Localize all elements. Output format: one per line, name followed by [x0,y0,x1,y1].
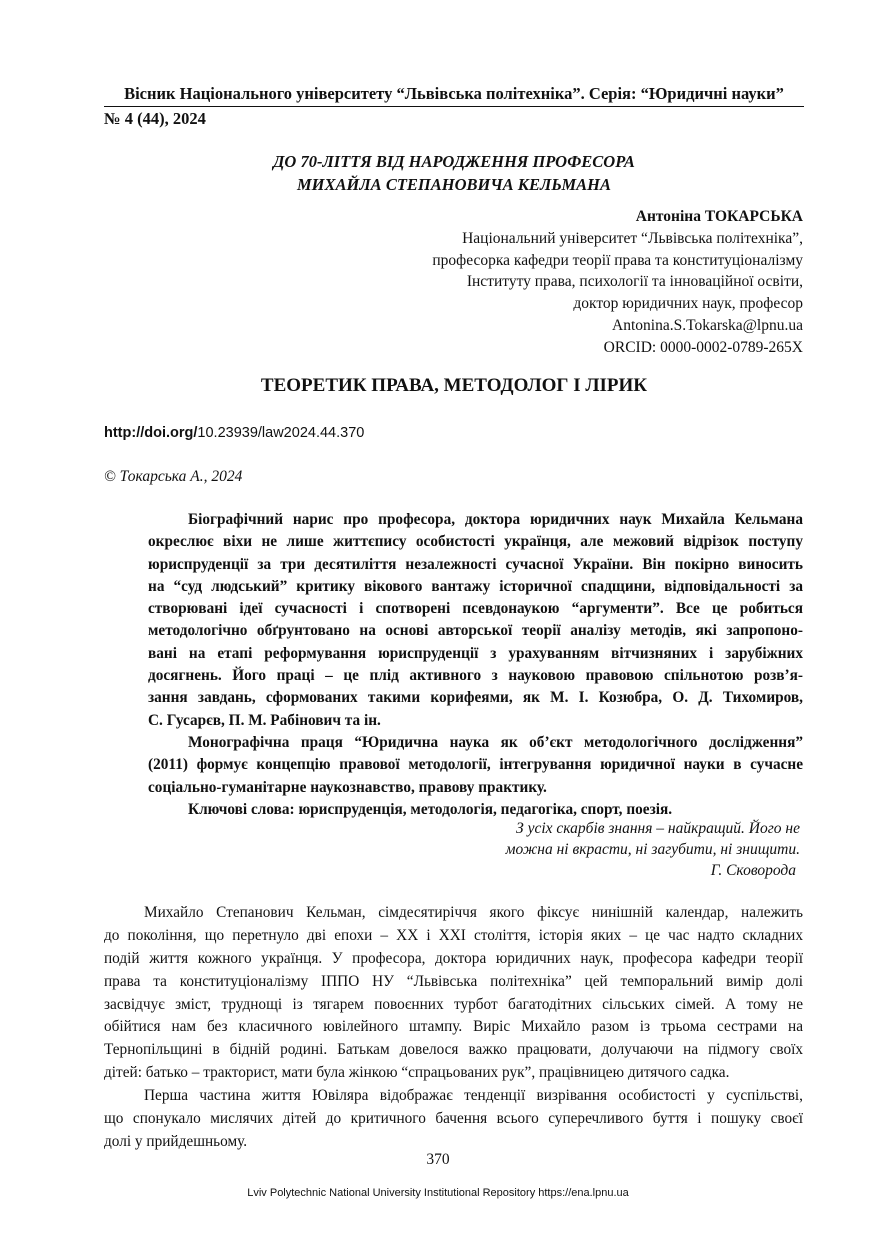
abstract-line: юриспруденції за три десятиліття незалежності сучасної України. Він покірно виносить [148,555,803,573]
epigraph-attribution: Г. Сковорода [710,862,796,879]
body-line: Перша частина життя Ювіляра відображає тенденції визрівання особистості у суспільстві, [144,1087,803,1105]
article-title: ТЕОРЕТИК ПРАВА, МЕТОДОЛОГ І ЛІРИК [260,375,648,396]
author-name: Антоніна ТОКАРСЬКА [635,208,803,225]
abstract-line: методологічно обґрунтовано на основі авторської теорії аналізу методів, які запропоно- [148,622,803,640]
abstract-line: на “суд людський” критику вікового вантажу історичної спадщини, відповідальності за [148,577,803,595]
body-line: подій життя кожного українця. У професора, доктора юридичних наук, професора кафедри теорії [104,949,803,967]
abstract-line: (2011) формує концепцію правової методології, інтегрування юридичної науки в сучасне [148,756,803,774]
body-line: до покоління, що перетнуло дві епохи – XX і XXI століття, історія яких – це час надто складних [104,926,803,944]
epigraph-line: З усіх скарбів знання – найкращий. Його не [516,820,800,837]
body-line: обійтися нам без класичного ювілейного штампу. Виріс Михайло разом із трьома сестрами на [104,1018,803,1036]
body-line: що спонукало мислячих дітей до критичного бачення всього суперечливого буття і пошуку своєї [104,1110,803,1128]
author-email[interactable]: Antonina.S.Tokarska@lpnu.ua [612,316,803,334]
body-line: долі у прийдешньому. [104,1132,248,1150]
affiliation-line: професорка кафедри теорії права та конституціоналізму [432,251,803,269]
epigraph-line: можна ні вкрасти, ні загубити, ні знищити. [505,841,800,858]
repository-footer: Lviv Polytechnic National University Institutional Repository https://ena.lpnu.ua [247,1187,629,1199]
author-orcid: ORCID: 0000-0002-0789-265X [603,338,803,356]
abstract-line: С. Гусарєв, П. М. Рабінович та ін. [148,711,381,729]
header-rule [104,106,804,107]
abstract-line: вані на етапі реформування юриспруденції з урахуванням вітчизняних і зарубіжних [148,644,803,662]
author-block [432,206,803,359]
epigraph [506,818,800,881]
affiliation-line: Інституту права, психології та інноваційної освіти, [466,273,803,291]
journal-header: Вісник Національного університету “Львівська політехніка”. Серія: “Юридичні науки” [124,84,784,103]
body-line: засвідчує зміст, труднощі із тягарем повоєнних турбот багатодітних сільських сімей. А тому не [104,995,803,1013]
doi-suffix: 10.23939/law2024.44.370 [197,425,365,441]
abstract-line: Ключові слова: юриспруденція, методологія, педагогіка, спорт, поезія. [188,800,673,818]
abstract-line: зання завдань, сформованих такими корифеями, як М. І. Козюбра, О. Д. Тихомиров, [148,689,803,707]
dedication-line: ДО 70-ЛІТТЯ ВІД НАРОДЖЕННЯ ПРОФЕСОРА [273,152,635,171]
doi-prefix: http://doi.org/ [104,425,198,441]
affiliation-line: Національний університет “Львівська політехніка”, [462,229,803,247]
body-text [104,902,803,1154]
abstract-line: створювані ідеї сучасності і спотворені псевдонаукою “аргументи”. Все це робиться [148,600,803,618]
issue-number: № 4 (44), 2024 [104,109,206,128]
body-line: дітей: батько – тракторист, мати була жінкою “спрацьованих рук”, працівницею дитячого садка. [104,1064,730,1082]
doi-link[interactable] [104,425,364,441]
dedication-heading [104,150,804,196]
body-line: Михайло Степанович Кельман, сімдесятиріччя якого фіксує нинішній календар, належить [144,904,803,921]
body-line: права та конституціоналізму ІППО НУ “Львівська політехніка” цей темпоральний вимір долі [104,972,803,990]
dedication-line: МИХАЙЛА СТЕПАНОВИЧА КЕЛЬМАНА [297,175,611,194]
abstract [148,509,803,821]
abstract-line: досягнень. Його праці – це плід активного з науковою правовою спільнотою розв’я- [148,667,803,685]
affiliation-line: доктор юридичних наук, професор [573,295,803,313]
body-line: Тернопільщині в бідній родині. Батькам довелося важко працювати, долучаючи на підмогу своїх [104,1041,803,1059]
abstract-line: Біографічний нарис про професора, доктора юридичних наук Михайла Кельмана [188,511,803,528]
page-number: 370 [426,1151,450,1168]
abstract-line: окреслює віхи не лише життєпису особистості українця, але межовий відрізок поступу [148,533,803,551]
abstract-line: соціально-гуманітарне наукознавство, правову практику. [148,778,547,796]
copyright: © Токарська А., 2024 [104,468,243,485]
abstract-line: Монографічна праця “Юридична наука як об’єкт методологічного дослідження” [188,733,803,751]
